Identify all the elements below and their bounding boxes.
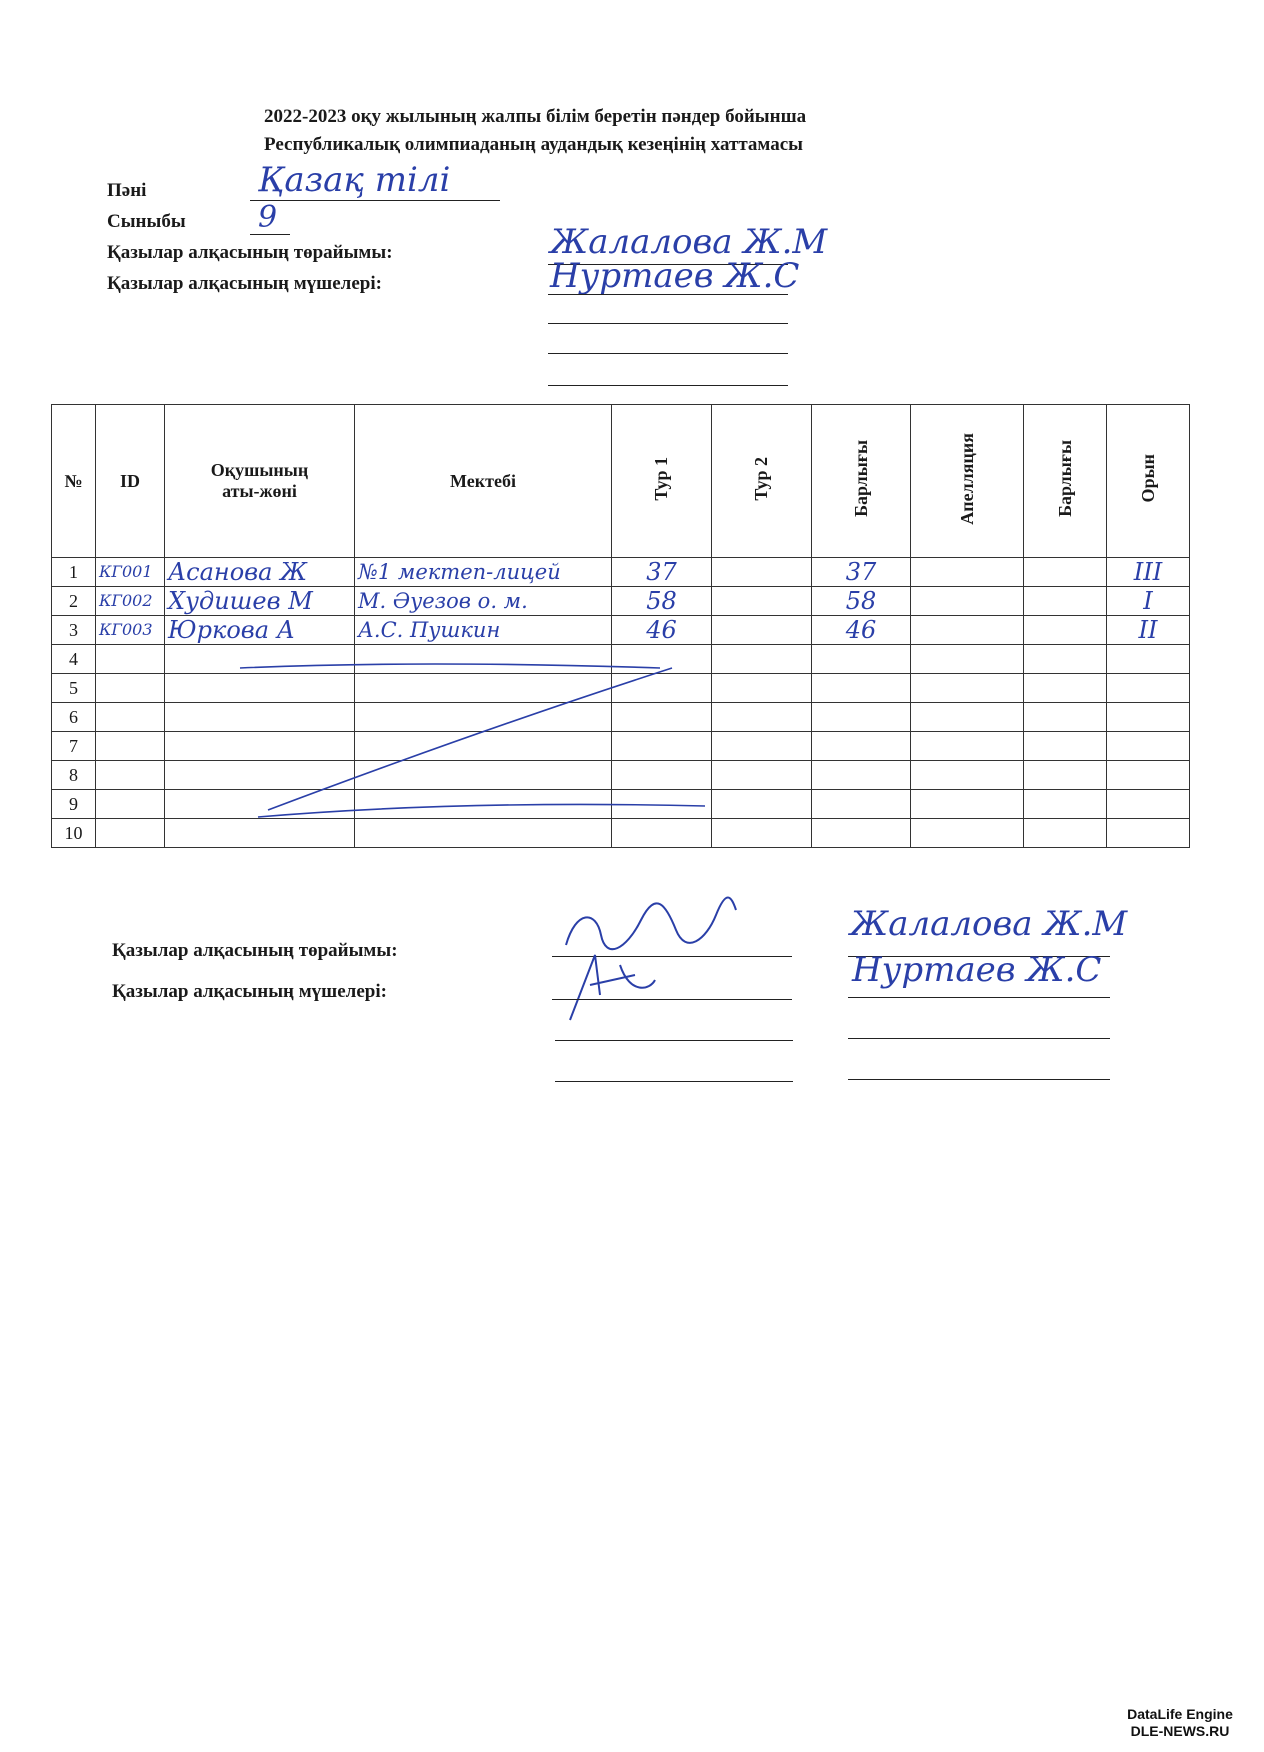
cell-place-value: III (1133, 558, 1163, 586)
cell-id-value (96, 765, 99, 784)
cell-t1 (612, 732, 712, 761)
cell-n: 1 (52, 558, 96, 587)
cell-t2 (712, 703, 812, 732)
cell-name-value: Юркова А (168, 616, 295, 644)
cell-n: 8 (52, 761, 96, 790)
signature-chair-name: Жалалова Ж.М (850, 904, 1128, 944)
cell-total2 (1024, 732, 1107, 761)
cell-name (165, 674, 355, 703)
cell-place (1107, 790, 1190, 819)
cell-id-value: КГ001 (99, 562, 153, 581)
cell-name-value (165, 645, 168, 673)
cell-total (812, 703, 911, 732)
cell-place (1107, 587, 1190, 616)
cell-t1 (612, 616, 712, 645)
members-underline-4 (548, 385, 788, 386)
cell-t1 (612, 558, 712, 587)
cell-total-value: 46 (845, 616, 877, 644)
cell-t2 (712, 616, 812, 645)
cell-t2 (712, 645, 812, 674)
header-total: Барлығы (812, 405, 911, 558)
table-row (52, 732, 1190, 761)
members-label: Қазылар алқасының мүшелері: (107, 273, 382, 294)
watermark-line2: DLE-NEWS.RU (1130, 1723, 1230, 1739)
cell-id-value (96, 794, 99, 813)
cell-t2 (712, 761, 812, 790)
table-row (52, 703, 1190, 732)
cell-school (355, 790, 612, 819)
cell-total2 (1024, 703, 1107, 732)
cell-total (812, 790, 911, 819)
cell-t1 (612, 645, 712, 674)
cell-school-value (355, 705, 358, 729)
cell-total2 (1024, 674, 1107, 703)
cell-id (96, 645, 165, 674)
cell-t1-value: 58 (646, 587, 677, 615)
header-round2: Тур 2 (712, 405, 812, 558)
cell-n: 7 (52, 732, 96, 761)
cell-total2 (1024, 558, 1107, 587)
cell-id (96, 761, 165, 790)
table-row (52, 587, 1190, 616)
signature-members-name: Нуртаев Ж.С (852, 950, 1102, 990)
cell-n: 9 (52, 790, 96, 819)
cell-id (96, 732, 165, 761)
cell-id-value (96, 823, 99, 842)
members-underline-3 (548, 353, 788, 354)
table-row (52, 645, 1190, 674)
cell-name (165, 558, 355, 587)
cell-id (96, 674, 165, 703)
cell-school-value (355, 647, 358, 671)
document-title-line1: 2022-2023 оқу жылының жалпы білім беретін пәндер бойынша (264, 106, 807, 127)
subject-value: Қазақ тілі (258, 160, 451, 200)
cell-id (96, 703, 165, 732)
header-number: № (52, 405, 96, 558)
header-round1: Тур 1 (612, 405, 712, 558)
signature-members-line-3 (555, 1081, 793, 1082)
cell-school (355, 558, 612, 587)
cell-t2 (712, 674, 812, 703)
table-row (52, 819, 1190, 848)
member-signature-mark (560, 935, 680, 1025)
cell-school (355, 616, 612, 645)
cell-id-value (96, 736, 99, 755)
cell-t1 (612, 819, 712, 848)
cell-place (1107, 616, 1190, 645)
cell-school-value (355, 763, 358, 787)
header-school: Мектебі (355, 405, 612, 558)
cell-total (812, 732, 911, 761)
cell-school-value (355, 821, 358, 845)
cell-total (812, 761, 911, 790)
subject-underline (250, 200, 500, 201)
cell-total (812, 587, 911, 616)
cell-total (812, 645, 911, 674)
table-row (52, 790, 1190, 819)
cell-name (165, 645, 355, 674)
cell-school (355, 587, 612, 616)
header-id: ID (96, 405, 165, 558)
cell-appeal (911, 645, 1024, 674)
cell-school-value (355, 676, 358, 700)
cell-place (1107, 645, 1190, 674)
table-row (52, 761, 1190, 790)
cell-appeal (911, 790, 1024, 819)
cell-n: 6 (52, 703, 96, 732)
cell-name-value (165, 732, 168, 760)
cell-name (165, 819, 355, 848)
cell-total (812, 674, 911, 703)
cell-name-value: Худишев М (168, 587, 313, 615)
cell-t2 (712, 587, 812, 616)
cell-total2 (1024, 587, 1107, 616)
members-underline-2 (548, 323, 788, 324)
cell-place-value: I (1143, 587, 1153, 615)
table-row (52, 616, 1190, 645)
watermark-line1: DataLife Engine (1127, 1706, 1233, 1722)
document-title-line2: Республикалық олимпиаданың аудандық кезеңінің хаттамасы (264, 134, 803, 155)
cell-t1-value: 37 (646, 558, 677, 586)
cell-total2 (1024, 761, 1107, 790)
cell-place (1107, 819, 1190, 848)
cell-id (96, 819, 165, 848)
signature-members-name-line-3 (848, 1079, 1110, 1080)
cell-n: 2 (52, 587, 96, 616)
grade-underline (250, 234, 290, 235)
cell-t1 (612, 674, 712, 703)
cell-id-value: КГ002 (99, 591, 153, 610)
header-total-after-appeal: Барлығы (1024, 405, 1107, 558)
cell-place (1107, 761, 1190, 790)
cell-t1 (612, 587, 712, 616)
cell-n: 4 (52, 645, 96, 674)
grade-label: Сыныбы (107, 211, 186, 232)
header-student-name: Оқушының аты-жөні (165, 405, 355, 558)
cell-school (355, 645, 612, 674)
cell-school (355, 703, 612, 732)
cell-appeal (911, 616, 1024, 645)
cell-id-value: КГ003 (99, 620, 153, 639)
cell-name (165, 587, 355, 616)
subject-label: Пәні (107, 180, 147, 201)
table-row (52, 674, 1190, 703)
cell-t2 (712, 558, 812, 587)
cell-place (1107, 558, 1190, 587)
cell-name (165, 761, 355, 790)
cell-n: 10 (52, 819, 96, 848)
cell-t2 (712, 790, 812, 819)
table-header-row (52, 405, 1190, 558)
cell-total2 (1024, 819, 1107, 848)
cell-name (165, 616, 355, 645)
chair-label: Қазылар алқасының төрайымы: (107, 242, 393, 263)
cell-name (165, 732, 355, 761)
cell-place-value: II (1138, 616, 1158, 644)
members-underline-1 (548, 294, 788, 295)
cell-name-value (165, 819, 168, 847)
cell-id-value (96, 707, 99, 726)
cell-place (1107, 674, 1190, 703)
cell-total-value: 37 (845, 558, 877, 586)
cell-appeal (911, 819, 1024, 848)
cell-school (355, 732, 612, 761)
results-table (51, 404, 1190, 848)
cell-t1 (612, 703, 712, 732)
cell-appeal (911, 732, 1024, 761)
cell-appeal (911, 761, 1024, 790)
cell-id (96, 558, 165, 587)
signature-members-name-line-2 (848, 1038, 1110, 1039)
cell-name-value (165, 790, 168, 818)
cell-id (96, 790, 165, 819)
signature-members-label: Қазылар алқасының мүшелері: (112, 981, 387, 1002)
cell-name (165, 790, 355, 819)
cell-name-value (165, 674, 168, 702)
cell-appeal (911, 703, 1024, 732)
cell-name (165, 703, 355, 732)
cell-id (96, 616, 165, 645)
header-appeal: Апелляция (911, 405, 1024, 558)
cell-appeal (911, 558, 1024, 587)
cell-t1 (612, 790, 712, 819)
cell-appeal (911, 674, 1024, 703)
cell-id-value (96, 649, 99, 668)
signature-members-line-1 (552, 999, 792, 1000)
members-value: Нуртаев Ж.С (550, 256, 800, 296)
cell-place (1107, 732, 1190, 761)
cell-t1-value: 46 (646, 616, 677, 644)
cell-place (1107, 703, 1190, 732)
cell-n: 3 (52, 616, 96, 645)
cell-school (355, 761, 612, 790)
signature-members-line-2 (555, 1040, 793, 1041)
cell-total (812, 558, 911, 587)
cell-school (355, 674, 612, 703)
cell-total2 (1024, 616, 1107, 645)
cell-name-value: Асанова Ж (168, 558, 308, 586)
chair-value: Жалалова Ж.М (550, 222, 828, 262)
cell-total2 (1024, 645, 1107, 674)
cell-total (812, 616, 911, 645)
cell-t1 (612, 761, 712, 790)
header-place: Орын (1107, 405, 1190, 558)
watermark (1105, 1706, 1255, 1740)
cell-id (96, 587, 165, 616)
cell-school-value: М. Әуезов о. м. (358, 589, 528, 613)
cell-school-value: №1 мектеп-лицей (358, 560, 561, 584)
grade-value: 9 (258, 200, 278, 235)
cell-school (355, 819, 612, 848)
cell-t2 (712, 732, 812, 761)
cell-name-value (165, 761, 168, 789)
cell-t2 (712, 819, 812, 848)
cell-n: 5 (52, 674, 96, 703)
cell-total2 (1024, 790, 1107, 819)
cell-total (812, 819, 911, 848)
cell-school-value (355, 792, 358, 816)
cell-name-value (165, 703, 168, 731)
cell-school-value (355, 734, 358, 758)
cell-appeal (911, 587, 1024, 616)
signature-members-name-line-1 (848, 997, 1110, 998)
cell-total-value: 58 (845, 587, 877, 615)
cell-id-value (96, 678, 99, 697)
cell-school-value: А.С. Пушкин (358, 618, 501, 642)
table-row (52, 558, 1190, 587)
signature-chair-label: Қазылар алқасының төрайымы: (112, 940, 398, 961)
